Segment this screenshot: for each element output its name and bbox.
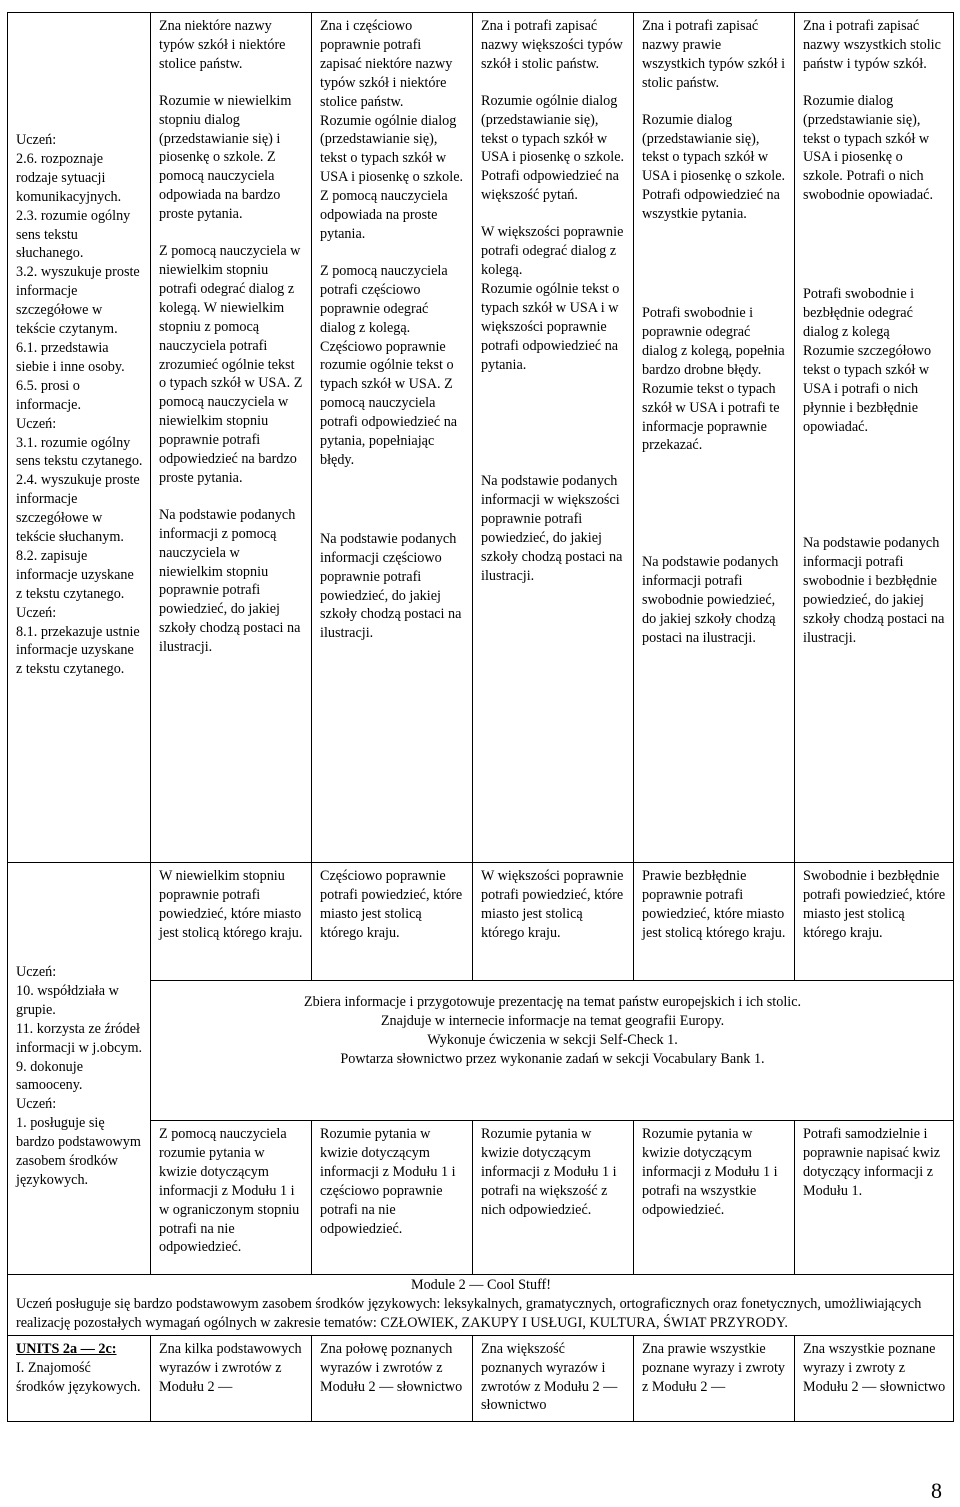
grade-cell: Zna większość poznanych wyrazów i zwrotów z Modułu 2 — słownictwo [473, 1335, 634, 1421]
criterion-text: Zna i potrafi zapisać nazwy prawie wszystkich typów szkół i stolic państw. [642, 18, 786, 91]
criterion-text: Na podstawie podanych informacji z pomocą nauczyciela w niewielkim stopniu poprawnie potrafi powiedzieć, do jakiej szkoły chodzą postaci na ilustracji. [159, 506, 301, 656]
activity-line: Znajduje w internecie informacje na temat geografii Europy. [380, 1012, 725, 1029]
table-row [8, 13, 954, 863]
criterion-text: Zna niektóre nazwy typów szkół i niektóre stolice państw. [159, 18, 286, 72]
table-row [8, 1275, 954, 1336]
grade-cell: Zna kilka podstawowych wyrazów i zwrotów z Modułu 2 — [151, 1335, 312, 1421]
objectives-cell [8, 13, 151, 863]
criterion-text: Rozumie dialog (przedstawianie się), tekst o typach szkół w USA i piosenkę o szkole. Potrafi odpowiedzieć na wszystkie pytania. [642, 111, 786, 223]
grade-cell: Swobodnie i bezbłędnie potrafi powiedzieć, które miasto jest stolicą którego kraju. [795, 863, 954, 981]
objectives-list: 10. współdziała w grupie. 11. korzysta ze źródeł informacji w j.obcym. 9. dokonuje samooceny. [16, 982, 143, 1094]
objectives-header: Uczeń: [16, 415, 57, 432]
activities-cell [151, 981, 954, 1121]
activity-line: Wykonuje ćwiczenia w sekcji Self-Check 1. [427, 1031, 678, 1048]
activity-line: Powtarza słownictwo przez wykonanie zadań w sekcji Vocabulary Bank 1. [340, 1050, 765, 1067]
module-title: Module 2 — Cool Stuff! [410, 1277, 552, 1293]
criterion-text: Rozumie w niewielkim stopniu dialog (przedstawianie się) i piosenkę o szkole. Z pomocą nauczyciela odpowiada na bardzo proste pytania. [159, 92, 292, 223]
table-row [8, 863, 954, 981]
objectives-header: Uczeń: [16, 132, 57, 148]
criterion-text: Z pomocą nauczyciela w niewielkim stopniu potrafi odegrać dialog z kolegą. W niewielkim stopniu z pomocą nauczyciela potrafi zrozumieć ogólnie tekst o typach szkół w USA. Z pomocą nauczyciela w niewielkim stopniu poprawnie potrafi odpowiedzieć na bardzo proste pytania. [159, 243, 303, 486]
units-text: I. Znajomość środków językowych. [16, 1359, 141, 1395]
grade-cell: Potrafi samodzielnie i poprawnie napisać kwiz dotyczący informacji z Modułu 1. [795, 1121, 954, 1275]
criterion-text: Z pomocą nauczyciela potrafi częściowo poprawnie odegrać dialog z kolegą. Częściowo poprawnie rozumie ogólnie tekst o typach szkół w USA. Z pomocą nauczyciela potrafi odpowiedzieć na pytania, popełniając błędy. [320, 262, 458, 468]
activity-line: Zbiera informacje i przygotowuje prezentację na temat państw europejskich i ich stolic. [303, 994, 802, 1010]
criterion-text: Rozumie ogólnie dialog (przedstawianie się), tekst o typach szkół w USA i piosenkę o szkole. Z pomocą nauczyciela odpowiada na proste pytania. [320, 112, 464, 242]
criterion-text: Zna i potrafi zapisać nazwy większości typów szkół i stolic państw. [481, 18, 623, 72]
grade-cell: Częściowo poprawnie potrafi powiedzieć, które miasto jest stolicą którego kraju. [312, 863, 473, 981]
grade-cell: Rozumie pytania w kwizie dotyczącym informacji z Modułu 1 i potrafi na wszystkie odpowiedzieć. [634, 1121, 795, 1275]
grade-cell: Zna wszystkie poznane wyrazy i zwroty z Modułu 2 — słownictwo [795, 1335, 954, 1421]
criterion-text: Zna i częściowo poprawnie potrafi zapisać niektóre nazwy typów szkół i niektóre stolice państw. [320, 18, 453, 110]
grade-cell: Zna połowę poznanych wyrazów i zwrotów z Modułu 2 — słownictwo [312, 1335, 473, 1421]
criterion-text: Rozumie dialog (przedstawianie się), tekst o typach szkół w USA i piosenkę o szkole. Potrafi o nich swobodnie opowiadać. [803, 92, 934, 204]
grade-cell [312, 13, 473, 863]
criterion-text: Na podstawie podanych informacji częściowo poprawnie potrafi powiedzieć, do jakiej szkoły chodzą postaci na ilustracji. [320, 530, 462, 642]
criterion-text: Potrafi swobodnie i poprawnie odegrać dialog z kolegą, popełnia bardzo drobne błędy. Rozumie tekst o typach szkół w USA i potrafi te informacje poprawnie przekazać. [642, 305, 785, 454]
criterion-text: Na podstawie podanych informacji potrafi swobodnie powiedzieć, do jakiej szkoły chodzą postaci na ilustracji. [642, 554, 779, 646]
objectives-list: 3.1. rozumie ogólny sens tekstu czytanego. 2.4. wyszukuje proste informacje szczegółowe w tekście słuchanym. 8.2. zapisuje informacje uzyskane z tekstu czytanego. [16, 434, 143, 602]
requirements-table [7, 12, 954, 1422]
objectives-list: 2.6. rozpoznaje rodzaje sytuacji komunikacyjnych. 2.3. rozumie ogólny sens tekstu słuchanego. 3.2. wyszukuje proste informacje szczegółowe w tekście czytanym. 6.1. przedstawia siebie i inne osoby. 6.5. prosi o informacje. [16, 150, 140, 413]
criterion-text: Na podstawie podanych informacji w większości poprawnie potrafi powiedzieć, do jakiej szkoły chodzą postaci na ilustracji. [481, 473, 623, 584]
grade-cell: W większości poprawnie potrafi powiedzieć, które miasto jest stolicą którego kraju. [473, 863, 634, 981]
page-number: 8 [931, 1478, 942, 1503]
grade-cell: W niewielkim stopniu poprawnie potrafi powiedzieć, które miasto jest stolicą którego kraju. [151, 863, 312, 981]
criterion-text: W większości poprawnie potrafi odegrać dialog z kolegą. Rozumie ogólnie tekst o typach szkół w USA i w większości poprawnie potrafi odpowiedzieć na pytania. [481, 224, 624, 373]
table-row [8, 1335, 954, 1421]
objectives-cell [8, 863, 151, 1275]
units-label: UNITS 2a — 2c: [16, 1340, 117, 1357]
criterion-text: Potrafi swobodnie i bezbłędnie odegrać dialog z kolegą Rozumie szczegółowo tekst o typach szkół w USA i potrafi o nich płynnie i bezbłędnie opowiadać. [803, 286, 932, 435]
grade-cell [473, 13, 634, 863]
grade-cell: Z pomocą nauczyciela rozumie pytania w kwizie dotyczącym informacji z Modułu 1 i w ograniczonym stopniu potrafi na nie odpowiedzieć. [151, 1121, 312, 1275]
objectives-header: Uczeń: [16, 1096, 57, 1113]
module-description: Uczeń posługuje się bardzo podstawowym zasobem środków językowych: leksykalnych, gramatycznych, ortograficznych oraz fonetycznych, umożliwiających realizację pozostałych wymagań ogólnych w zakresie tematów: CZŁOWIEK, ZAKUPY I USŁUGI, KULTURA, ŚWIAT PRZYRODY. [16, 1295, 922, 1331]
criterion-text: Zna i potrafi zapisać nazwy wszystkich stolic państw i typów szkół. [803, 18, 941, 72]
grade-cell [795, 13, 954, 863]
objectives-list: 8.1. przekazuje ustnie informacje uzyskane z tekstu czytanego. [16, 623, 140, 678]
grade-cell: Prawie bezbłędnie poprawnie potrafi powiedzieć, które miasto jest stolicą którego kraju. [634, 863, 795, 981]
criterion-text: Na podstawie podanych informacji potrafi swobodnie i bezbłędnie powiedzieć, do jakiej szkoły chodzą postaci na ilustracji. [803, 535, 945, 646]
grade-cell: Rozumie pytania w kwizie dotyczącym informacji z Modułu 1 i częściowo poprawnie potrafi na nie odpowiedzieć. [312, 1121, 473, 1275]
criterion-text: Rozumie ogólnie dialog (przedstawianie się), tekst o typach szkół w USA i piosenkę o szkole. Potrafi odpowiedzieć na większość pytań. [481, 92, 625, 204]
grade-cell [634, 13, 795, 863]
grade-cell: Rozumie pytania w kwizie dotyczącym informacji z Modułu 1 i potrafi na większość z nich odpowiedzieć. [473, 1121, 634, 1275]
document-page [7, 12, 953, 1444]
grade-cell: Zna prawie wszystkie poznane wyrazy i zwroty z Modułu 2 — [634, 1335, 795, 1421]
grade-cell [151, 13, 312, 863]
objectives-header: Uczeń: [16, 964, 57, 980]
objectives-header: Uczeń: [16, 604, 57, 621]
module-header-cell [8, 1275, 954, 1336]
units-cell [8, 1335, 151, 1421]
objectives-list: 1. posługuje się bardzo podstawowym zasobem środków językowych. [16, 1115, 141, 1188]
